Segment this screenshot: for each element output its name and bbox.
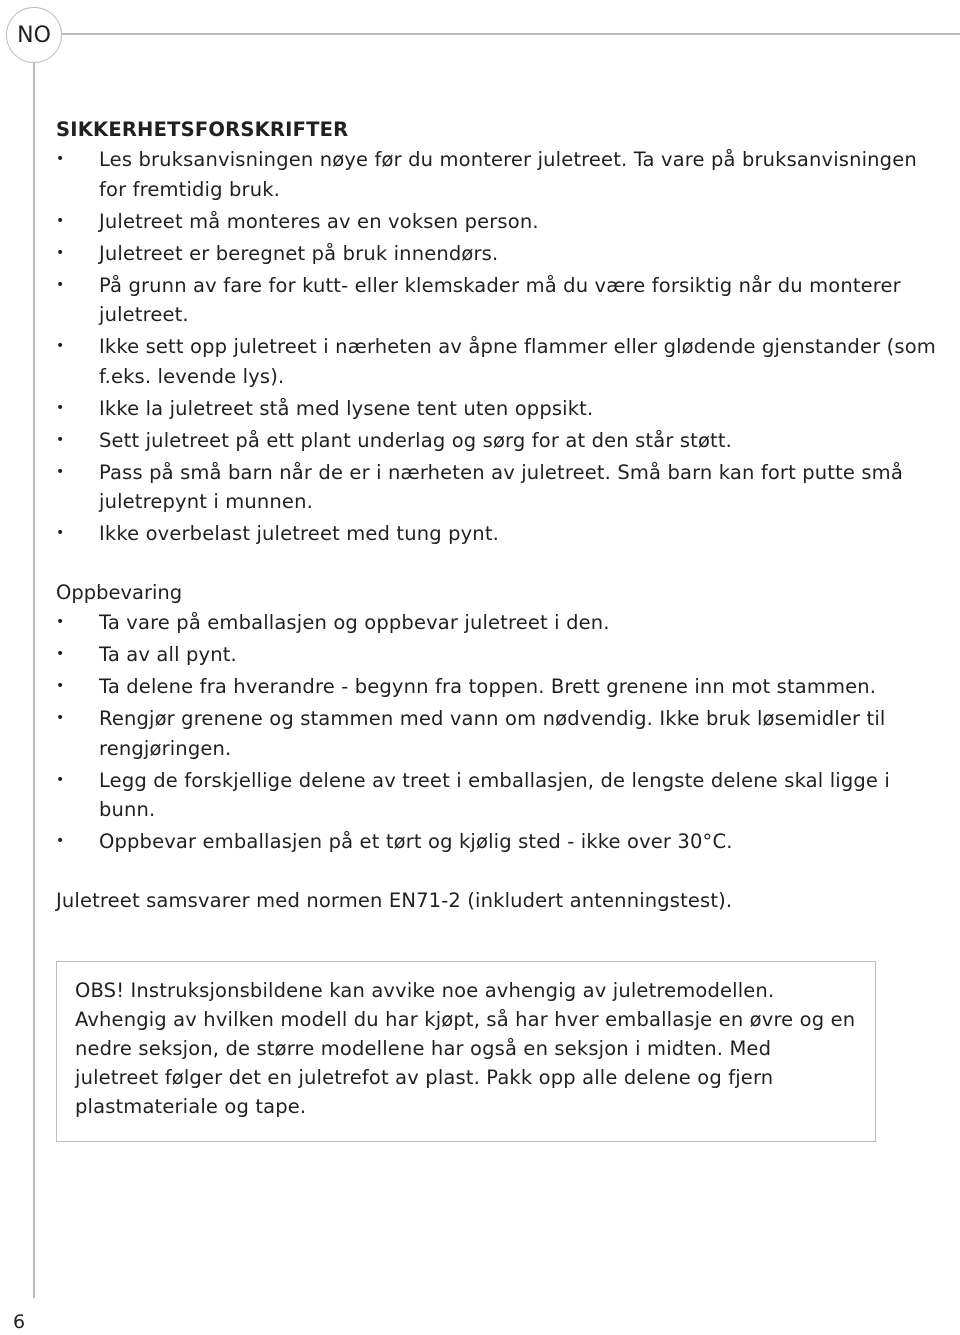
compliance-statement: Juletreet samsvarer med normen EN71-2 (inkludert antenningstest). <box>56 889 733 912</box>
list-item <box>56 704 936 763</box>
list-item-text: Oppbevar emballasjen på et tørt og kjølig sted - ikke over 30°C. <box>99 830 733 853</box>
bullet-icon: • <box>56 244 65 261</box>
bullet-icon: • <box>56 614 65 630</box>
language-badge <box>6 7 62 63</box>
list-item <box>56 766 936 825</box>
bullet-icon: • <box>56 678 65 694</box>
bullet-icon: • <box>56 212 65 229</box>
list-item <box>56 145 936 204</box>
list-item-text: På grunn av fare for kutt- eller klemskader må du være forsiktig når du monterer juletreet. <box>99 273 901 326</box>
list-item-text: Sett juletreet på ett plant underlag og sørg for at den står støtt. <box>99 428 732 452</box>
bullet-icon: • <box>56 833 65 849</box>
list-item-text: Rengjør grenene og stammen med vann om nødvendig. Ikke bruk løsemidler til rengjøringen. <box>99 707 886 760</box>
list-item <box>56 239 936 269</box>
top-border-line <box>34 33 960 35</box>
bullet-icon: • <box>56 276 65 293</box>
storage-list <box>56 608 936 857</box>
list-item <box>56 827 936 857</box>
list-item-text: Pass på små barn når de er i nærheten av juletreet. Små barn kan fort putte små juletrepynt i munnen. <box>99 460 903 513</box>
list-item-text: Legg de forskjellige delene av treet i emballasjen, de lengste delene skal ligge i bunn. <box>99 768 890 821</box>
obs-notice-text: OBS! Instruksjonsbildene kan avvike noe avhengig av juletremodellen. Avhengig av hvilken modell du har kjøpt, så har hver emballasje en øvre og en nedre seksjon, de større modellene har også en seksjon i midten. Med juletreet følger det en juletrefot av plast. Pakk opp alle delene og fjern plastmateriale og tape. <box>75 979 856 1118</box>
bullet-icon: • <box>56 646 65 662</box>
list-item <box>56 426 936 456</box>
list-item-text: Ikke overbelast juletreet med tung pynt. <box>99 522 499 545</box>
safety-heading: SIKKERHETSFORSKRIFTER <box>56 118 349 141</box>
list-item-text: Ta av all pynt. <box>99 643 237 666</box>
list-item <box>56 672 936 702</box>
page-content <box>56 115 936 916</box>
list-item <box>56 394 936 424</box>
bullet-icon: • <box>56 463 65 480</box>
safety-list <box>56 145 936 549</box>
list-item-text: Juletreet er beregnet på bruk innendørs. <box>99 241 499 265</box>
list-item <box>56 458 936 517</box>
list-item <box>56 608 936 638</box>
bullet-icon: • <box>56 525 65 541</box>
bullet-icon: • <box>56 338 65 354</box>
obs-notice-box <box>56 961 876 1142</box>
list-item-text: Les bruksanvisningen nøye før du monterer juletreet. Ta vare på bruksanvisningen for fremtidig bruk. <box>99 148 917 201</box>
bullet-icon: • <box>56 710 65 726</box>
list-item-text: Ta delene fra hverandre - begynn fra toppen. Brett grenene inn mot stammen. <box>99 675 877 698</box>
list-item <box>56 519 936 549</box>
list-item <box>56 207 936 237</box>
list-item <box>56 271 936 330</box>
language-code: NO <box>17 22 51 48</box>
page-number: 6 <box>13 1311 26 1333</box>
list-item <box>56 640 936 670</box>
bullet-icon: • <box>56 151 65 167</box>
bullet-icon: • <box>56 431 65 448</box>
list-item-text: Ta vare på emballasjen og oppbevar juletreet i den. <box>99 611 610 634</box>
list-item-text: Juletreet må monteres av en voksen person. <box>99 209 539 233</box>
storage-heading: Oppbevaring <box>56 581 183 604</box>
bullet-icon: • <box>56 771 65 788</box>
list-item <box>56 332 936 391</box>
left-border-line <box>33 33 35 1298</box>
list-item-text: Ikke sett opp juletreet i nærheten av åpne flammer eller glødende gjenstander (som f.eks. levende lys). <box>99 335 936 388</box>
list-item-text: Ikke la juletreet stå med lysene tent uten oppsikt. <box>99 396 594 420</box>
bullet-icon: • <box>56 399 65 416</box>
